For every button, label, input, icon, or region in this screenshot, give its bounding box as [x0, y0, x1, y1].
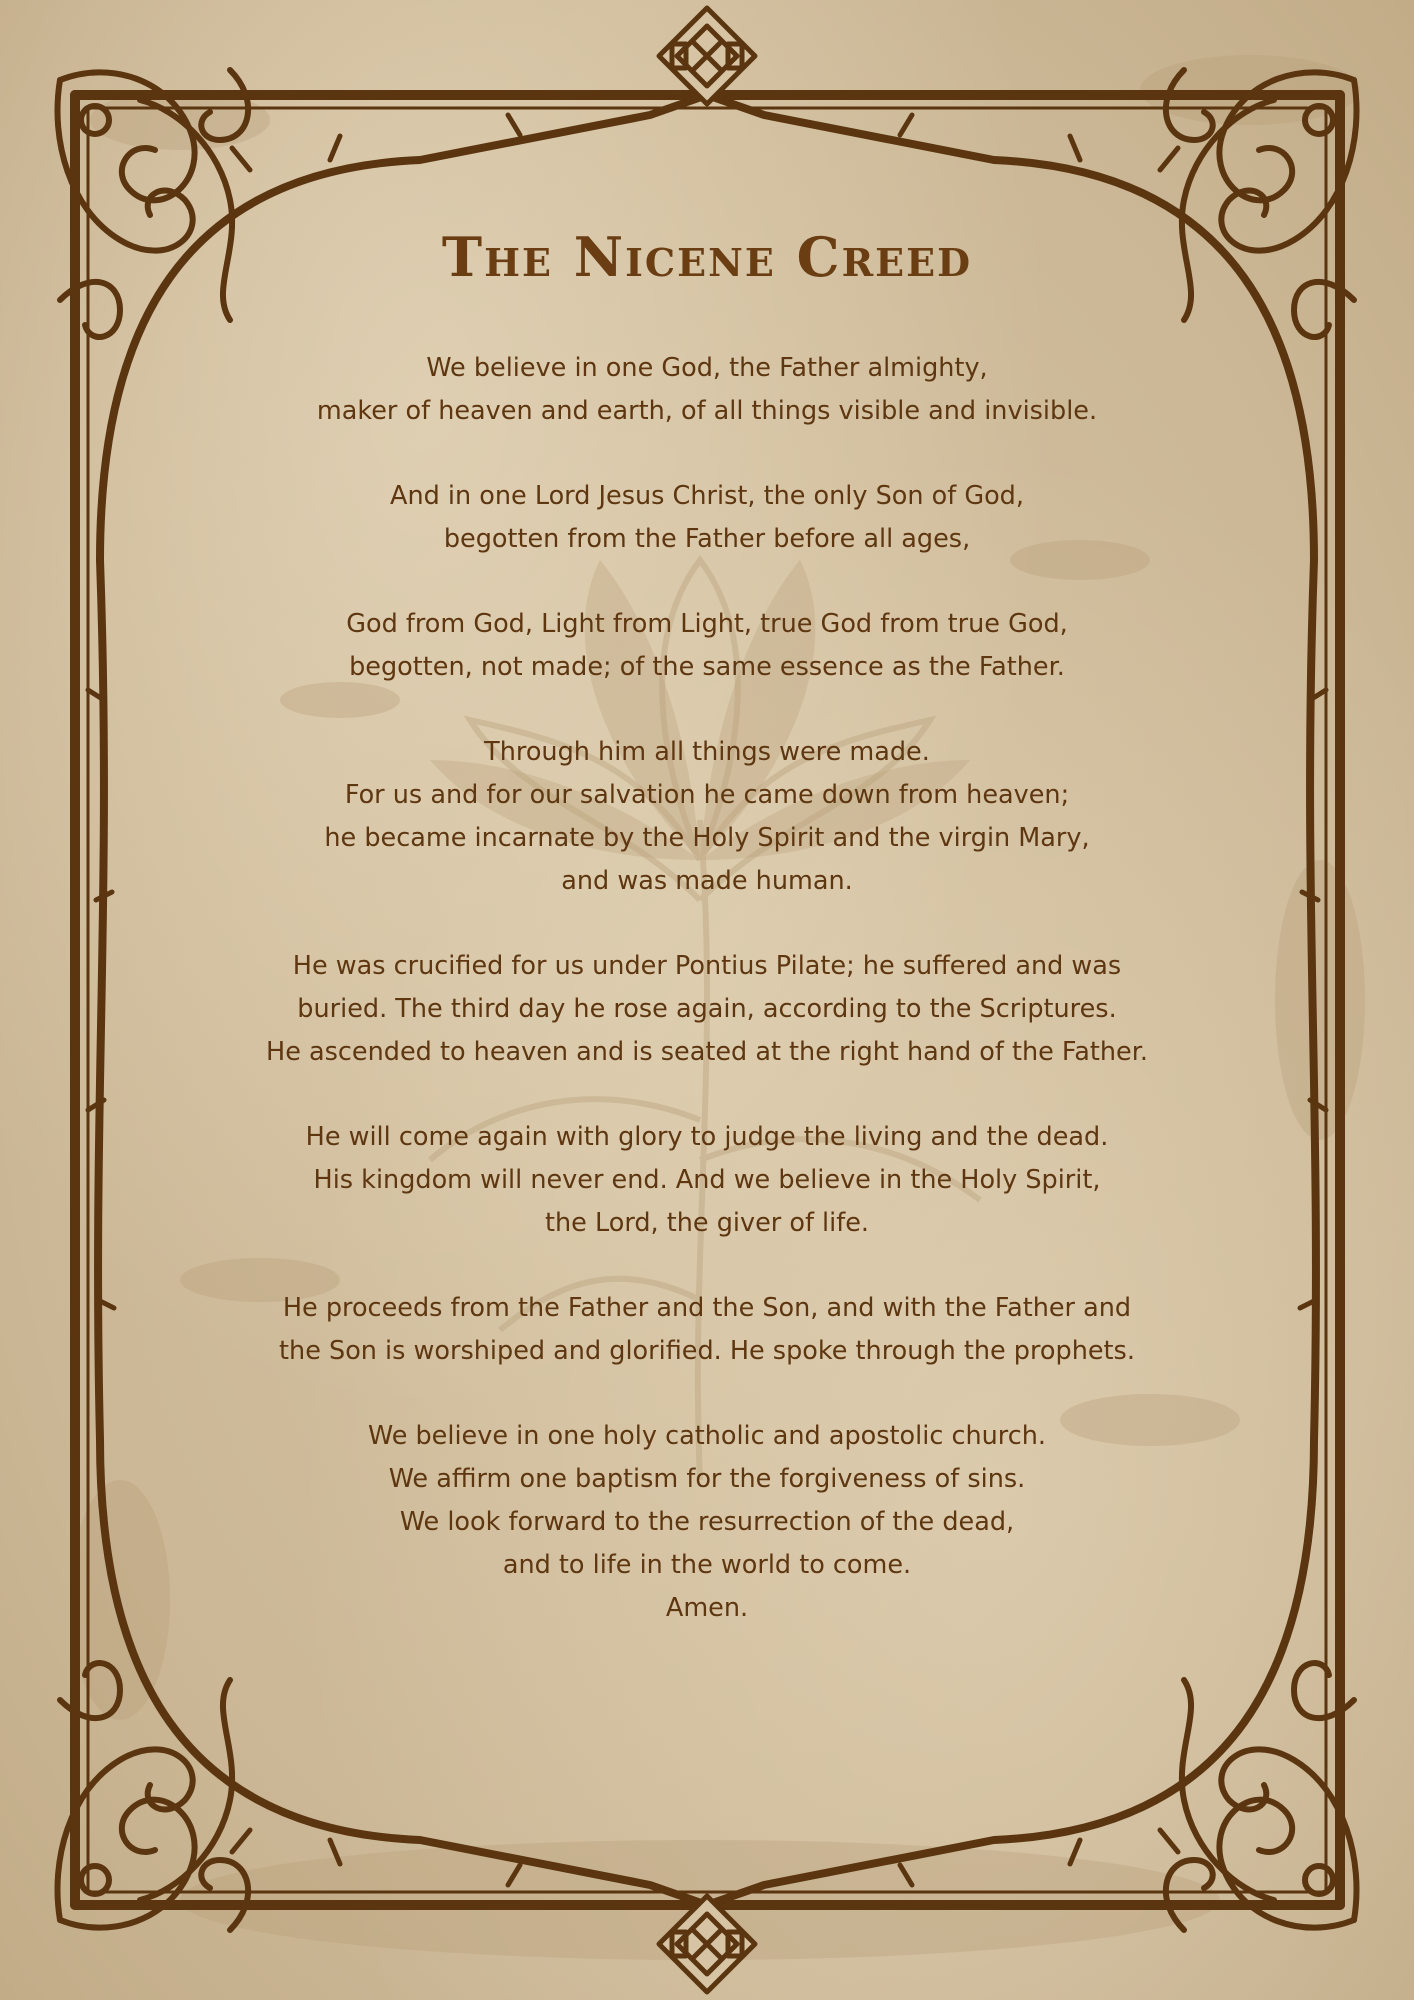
stanza-line: We believe in one holy catholic and apostolic church. — [367, 1421, 1047, 1451]
stanza — [170, 731, 1244, 903]
stanza-line: buried. The third day he rose again, according to the Scriptures. — [297, 994, 1117, 1024]
stanza — [170, 475, 1244, 561]
stanza-line: and was made human. — [561, 866, 853, 896]
stanza — [170, 1116, 1244, 1245]
celtic-knot-top — [659, 8, 755, 104]
stanza — [170, 347, 1244, 433]
stanza-line: Amen. — [665, 1593, 749, 1623]
stanza-line: We look forward to the resurrection of the dead, — [399, 1507, 1015, 1537]
page-title: The Nicene Creed — [441, 225, 973, 289]
stanza-line: and to life in the world to come. — [502, 1550, 912, 1580]
stanza-line: Through him all things were made. — [484, 737, 930, 767]
stanza-line: He ascended to heaven and is seated at the right hand of the Father. — [266, 1037, 1148, 1067]
stanza-line: And in one Lord Jesus Christ, the only Son of God, — [390, 481, 1024, 511]
stanza — [170, 1415, 1244, 1630]
stanza-line: begotten from the Father before all ages, — [443, 524, 971, 554]
stanza-line: God from God, Light from Light, true God from true God, — [346, 609, 1068, 639]
stanza-line: He proceeds from the Father and the Son, and with the Father and — [282, 1293, 1132, 1323]
stanza-line: begotten, not made; of the same essence as the Father. — [349, 652, 1065, 682]
stanza — [170, 1287, 1244, 1373]
celtic-knot-bottom — [659, 1896, 755, 1992]
stanza-line: For us and for our salvation he came down from heaven; — [344, 780, 1070, 810]
creed-content — [170, 225, 1244, 1672]
stanza-line: We believe in one God, the Father almighty, — [426, 353, 988, 383]
stanza-line: maker of heaven and earth, of all things visible and invisible. — [316, 396, 1098, 426]
stanza-line: His kingdom will never end. And we believe in the Holy Spirit, — [313, 1165, 1101, 1195]
stanza-line: He was crucified for us under Pontius Pilate; he suffered and was — [292, 951, 1122, 981]
stanza-line: the Son is worshiped and glorified. He spoke through the prophets. — [279, 1336, 1135, 1366]
stanza-line: the Lord, the giver of life. — [545, 1208, 869, 1238]
stanza — [170, 603, 1244, 689]
stanza-line: he became incarnate by the Holy Spirit and the virgin Mary, — [324, 823, 1090, 853]
stanza — [170, 945, 1244, 1074]
stanza-line: He will come again with glory to judge the living and the dead. — [305, 1122, 1109, 1152]
stanza-line: We affirm one baptism for the forgiveness of sins. — [388, 1464, 1026, 1494]
